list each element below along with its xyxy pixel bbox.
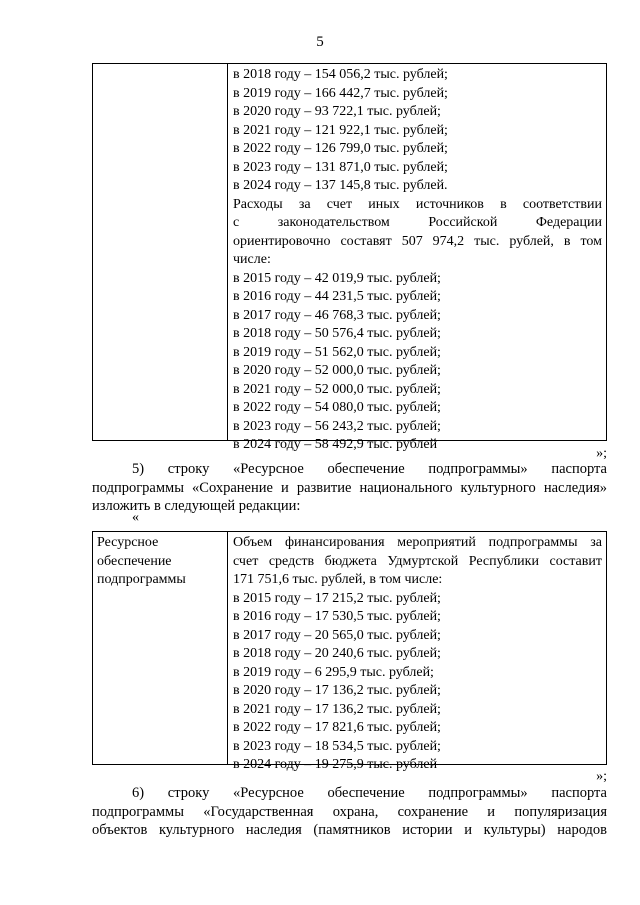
table1-value-cell	[228, 64, 606, 452]
label-line: обеспечение	[97, 553, 172, 569]
closing-quote: »;	[596, 769, 607, 784]
funding-line: в 2021 году – 52 000,0 тыс. рублей;	[233, 381, 441, 397]
other-sources-text: числе:	[233, 252, 271, 267]
paragraph-line: изложить в следующей редакции:	[92, 498, 301, 514]
funding-line: в 2023 году – 56 243,2 тыс. рублей;	[233, 418, 441, 434]
other-sources-text: ориентировочно составят 507 974,2 тыс. рублей, в том	[233, 233, 602, 249]
label-line: подпрограммы	[97, 572, 186, 587]
paragraph-line: 5) строку «Ресурсное обеспечение подпрограммы» паспорта	[132, 461, 607, 477]
resource-table	[92, 531, 607, 772]
table2-label-cell	[93, 532, 228, 764]
label-line: Ресурсное	[97, 535, 159, 550]
funding-line: в 2015 году – 42 019,9 тыс. рублей;	[233, 270, 441, 286]
table2-value-cell	[228, 532, 606, 772]
closing-quote: »;	[596, 446, 607, 461]
funding-line: в 2024 году – 58 492,9 тыс. рублей	[233, 437, 438, 452]
paragraph-line: объектов культурного наследия (памятников истории и культуры) народов	[92, 822, 607, 838]
funding-line: в 2015 году – 17 215,2 тыс. рублей;	[233, 590, 441, 606]
funding-line: в 2018 году – 50 576,4 тыс. рублей;	[233, 326, 441, 341]
resource-table-continued	[92, 63, 607, 452]
opening-quote: «	[132, 510, 139, 525]
page-number: 5	[316, 34, 324, 50]
funding-line: в 2020 году – 93 722,1 тыс. рублей;	[233, 104, 441, 119]
funding-line: в 2017 году – 20 565,0 тыс. рублей;	[233, 627, 441, 643]
table1-label-cell	[93, 64, 228, 440]
paragraph-line: подпрограммы «Сохранение и развитие национального культурного наследия»	[92, 479, 607, 496]
funding-line: в 2020 году – 52 000,0 тыс. рублей;	[233, 363, 441, 378]
funding-line: в 2019 году – 6 295,9 тыс. рублей;	[233, 664, 434, 680]
other-sources-text: с законодательством Российской Федерации	[233, 215, 602, 230]
funding-line: в 2024 году – 137 145,8 тыс. рублей.	[233, 178, 448, 193]
funding-line: в 2020 году – 17 136,2 тыс. рублей;	[233, 683, 441, 698]
other-sources-text: Расходы за счет иных источников в соответствии	[233, 196, 602, 212]
funding-line: в 2022 году – 17 821,6 тыс. рублей;	[233, 720, 441, 735]
funding-line: в 2021 году – 17 136,2 тыс. рублей;	[233, 701, 441, 717]
funding-line: в 2022 году – 54 080,0 тыс. рублей;	[233, 400, 441, 415]
funding-line: в 2019 году – 166 442,7 тыс. рублей;	[233, 85, 448, 101]
paragraph-5	[92, 460, 607, 516]
funding-line: в 2024 году – 19 275,9 тыс. рублей	[233, 757, 438, 772]
paragraph-6	[92, 784, 607, 840]
funding-line: в 2018 году – 154 056,2 тыс. рублей;	[233, 67, 448, 82]
funding-line: в 2016 году – 44 231,5 тыс. рублей;	[233, 289, 441, 304]
funding-line: в 2021 году – 121 922,1 тыс. рублей;	[233, 122, 448, 138]
funding-line: в 2022 году – 126 799,0 тыс. рублей;	[233, 141, 448, 156]
funding-line: в 2019 году – 51 562,0 тыс. рублей;	[233, 344, 441, 360]
funding-line: в 2023 году – 18 534,5 тыс. рублей;	[233, 738, 441, 754]
funding-line: в 2017 году – 46 768,3 тыс. рублей;	[233, 307, 441, 323]
intro-text: счет средств бюджета Удмуртской Республики составит	[233, 553, 602, 569]
intro-text: 171 751,6 тыс. рублей, в том числе:	[233, 572, 443, 587]
intro-text: Объем финансирования мероприятий подпрограммы за	[233, 535, 602, 550]
funding-line: в 2023 году – 131 871,0 тыс. рублей;	[233, 159, 448, 175]
funding-line: в 2016 году – 17 530,5 тыс. рублей;	[233, 609, 441, 624]
funding-line: в 2018 году – 20 240,6 тыс. рублей;	[233, 646, 441, 661]
paragraph-line: 6) строку «Ресурсное обеспечение подпрограммы» паспорта	[132, 785, 607, 801]
paragraph-line: подпрограммы «Государственная охрана, сохранение и популяризация	[92, 803, 607, 820]
